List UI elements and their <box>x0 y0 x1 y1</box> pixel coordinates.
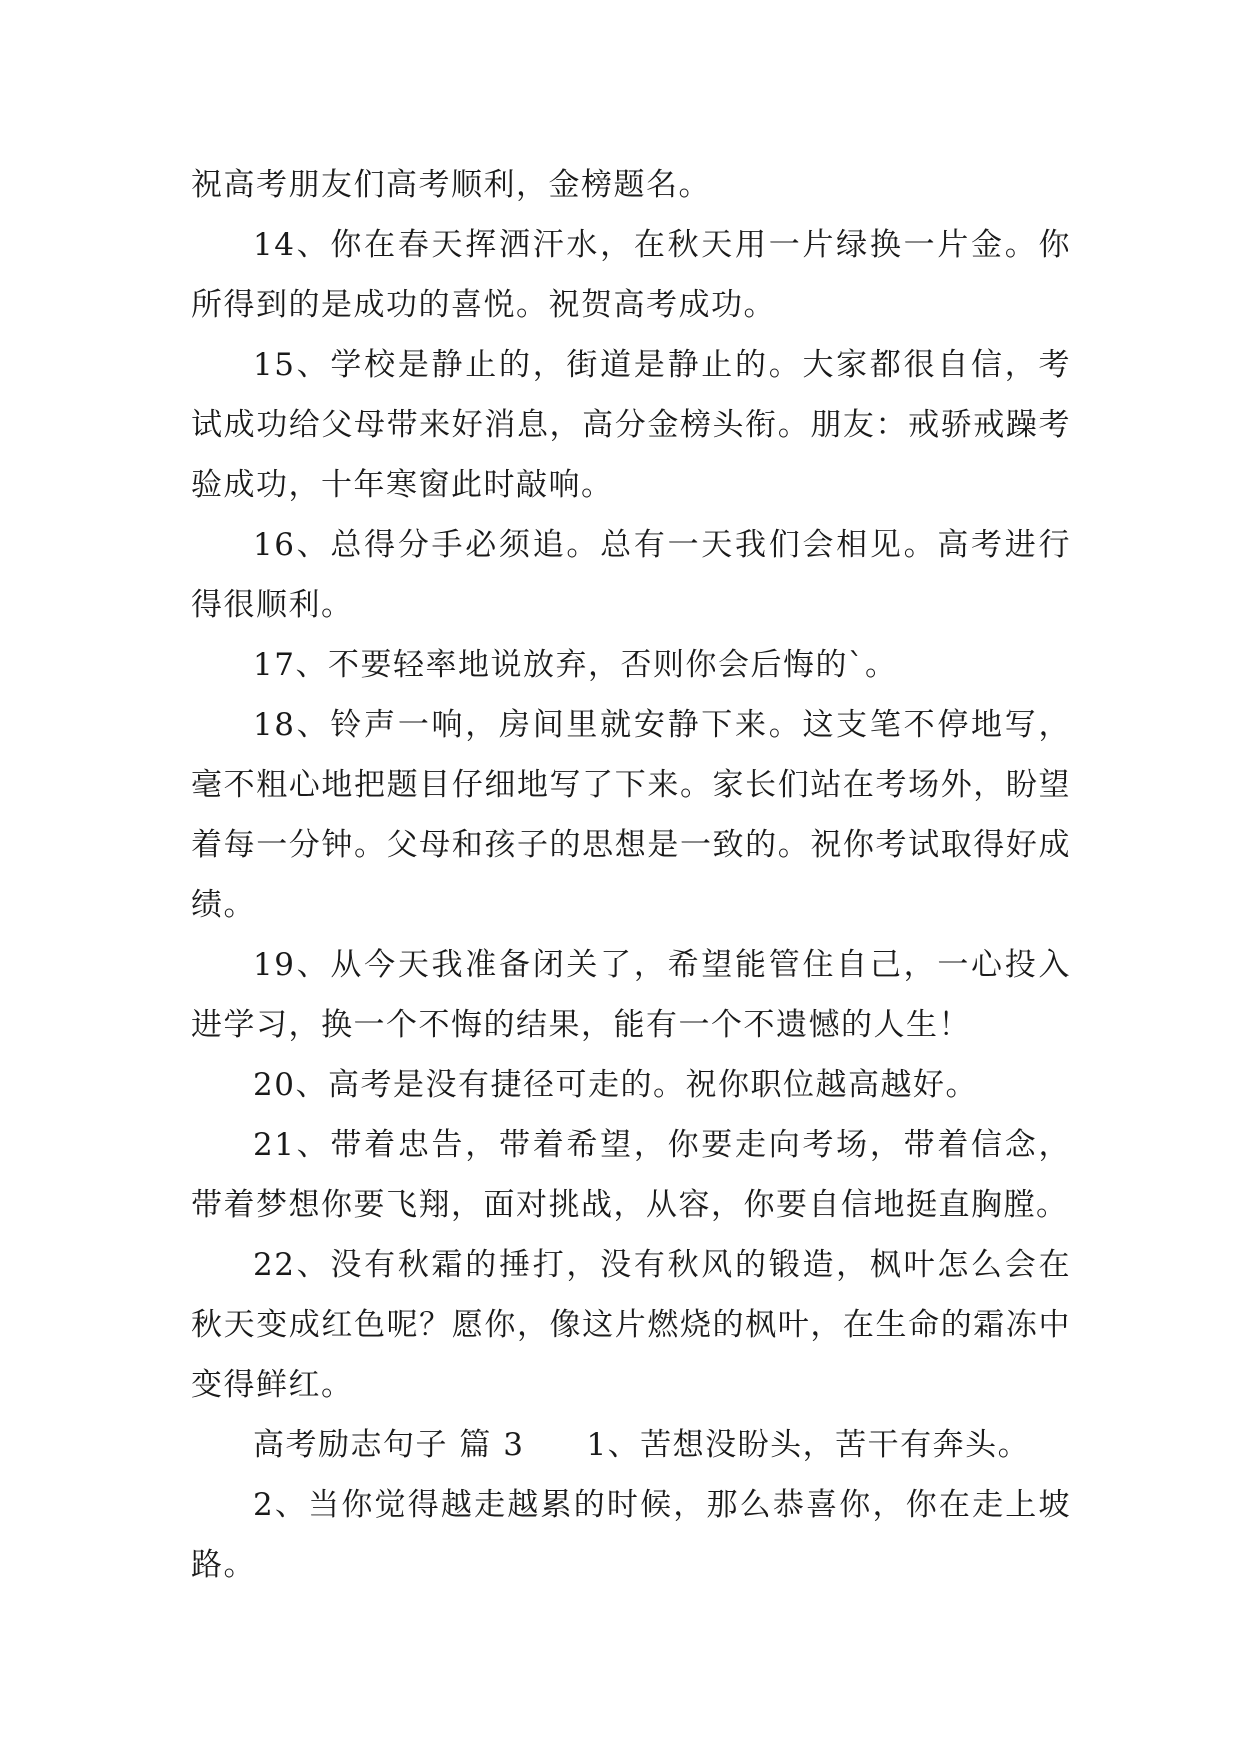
section-first-item: 1、苦想没盼头，苦干有奔头。 <box>586 1427 1031 1463</box>
paragraph-item-21: 21、带着忠告，带着希望，你要走向考场，带着信念，带着梦想你要飞翔，面对挑战，从容，你要自信地挺直胸膛。 <box>191 1127 1071 1223</box>
paragraph-item-19: 19、从今天我准备闭关了，希望能管住自己，一心投入进学习，换一个不悔的结果，能有一个不遗憾的人生！ <box>191 947 1071 1043</box>
paragraph-item-22: 22、没有秋霜的捶打，没有秋风的锻造，枫叶怎么会在秋天变成红色呢？愿你，像这片燃烧的枫叶，在生命的霜冻中变得鲜红。 <box>191 1247 1071 1403</box>
paragraph-item-14: 14、你在春天挥洒汗水，在秋天用一片绿换一片金。你所得到的是成功的喜悦。祝贺高考成功。 <box>191 227 1071 323</box>
paragraph-item-17: 17、不要轻率地说放弃，否则你会后悔的`。 <box>253 647 898 683</box>
section-heading-row <box>191 1415 1071 1475</box>
section-heading: 高考励志句子 篇 3 <box>253 1427 525 1463</box>
paragraph-item-18: 18、铃声一响，房间里就安静下来。这支笔不停地写，毫不粗心地把题目仔细地写了下来。家长们站在考场外，盼望着每一分钟。父母和孩子的思想是一致的。祝你考试取得好成绩。 <box>191 707 1071 923</box>
paragraph-item-2: 2、当你觉得越走越累的时候，那么恭喜你，你在走上坡路。 <box>191 1487 1071 1583</box>
document-body <box>191 155 1071 1595</box>
paragraph-item-20: 20、高考是没有捷径可走的。祝你职位越高越好。 <box>253 1067 978 1103</box>
paragraph-item-15: 15、学校是静止的，街道是静止的。大家都很自信，考试成功给父母带来好消息，高分金榜头衔。朋友：戒骄戒躁考验成功，十年寒窗此时敲响。 <box>191 347 1071 503</box>
paragraph-continuation: 祝高考朋友们高考顺利，金榜题名。 <box>191 167 711 203</box>
paragraph-item-16: 16、总得分手必须追。总有一天我们会相见。高考进行得很顺利。 <box>191 527 1071 623</box>
